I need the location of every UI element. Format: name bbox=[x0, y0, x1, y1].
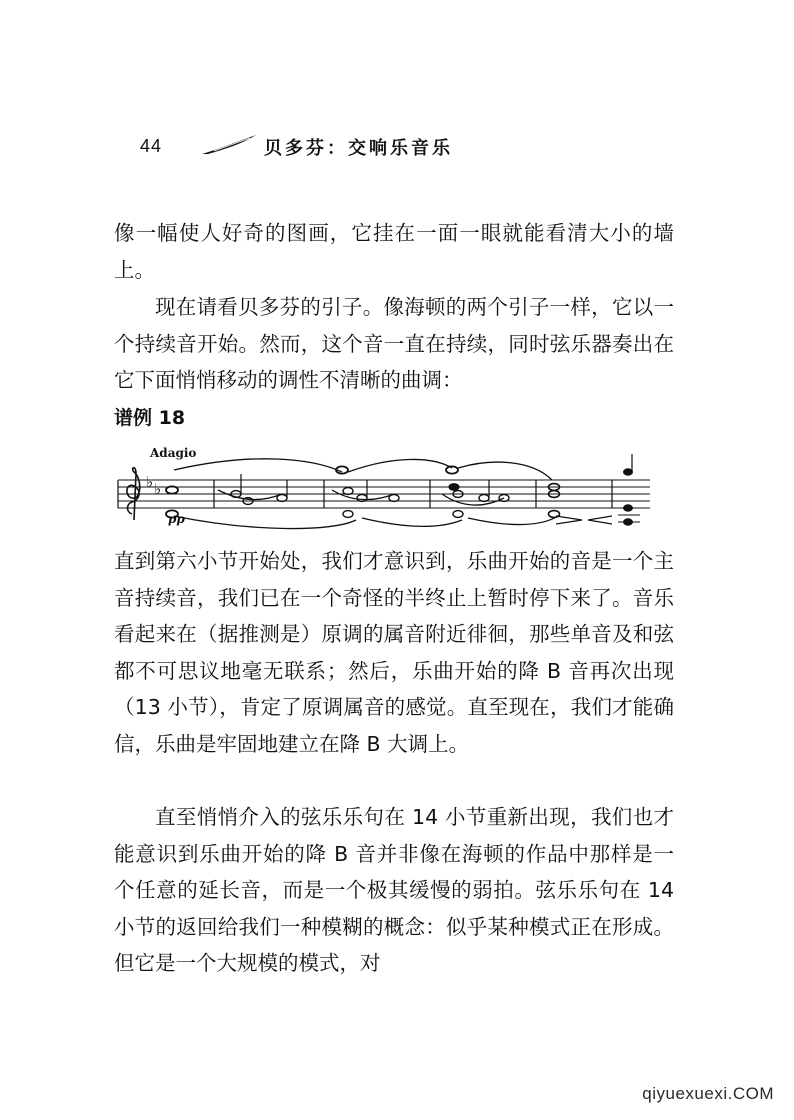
paragraph-3: 直到第六小节开始处，我们才意识到，乐曲开始的音是一个主音持续音，我们已在一个奇怪的半终止上暂时停下来了。音乐看起来在（据推测是）原调的属音附近徘徊，那些单音及和弦都不可思议地毫无联系；然后，乐曲开始的降 B 音再次出现（13 小节），肯定了原调属音的感觉。直至现在，我们才能确信，乐曲是牢固地建立在降 B 大调上。 bbox=[114, 549, 674, 756]
tempo-marking: Adagio bbox=[150, 446, 197, 460]
cresc-decresc-hairpin bbox=[556, 516, 612, 524]
flat-sign: ♭ bbox=[146, 473, 154, 491]
running-title: 贝多芬：交响乐音乐 bbox=[264, 138, 453, 159]
quill-pen-icon bbox=[200, 134, 258, 156]
flat-sign: ♭ bbox=[154, 480, 162, 498]
staff-lines bbox=[118, 480, 650, 508]
watermark: qiyuexuexi.COM bbox=[642, 1084, 774, 1103]
paragraph-2: 现在请看贝多芬的引子。像海顿的两个引子一样，它以一个持续音开始。然而，这个音一直在持续，同时弦乐器奏出在它下面悄悄移动的调性不清晰的曲调： bbox=[114, 295, 674, 392]
paragraph-1: 像一幅使人好奇的图画，它挂在一面一眼就能看清大小的墙上。 bbox=[114, 221, 674, 282]
page-number: 44 bbox=[140, 136, 163, 156]
music-score bbox=[112, 440, 652, 532]
paragraph-4: 直至悄悄介入的弦乐乐句在 14 小节重新出现，我们也才能意识到乐曲开始的降 B 音并非像在海顿的作品中那样是一个任意的延长音，而是一个极其缓慢的弱拍。弦乐乐句在 14 小节的返回给我们一种模糊的概念：似乎某种模式正在形成。但它是一个大规模的模式，对 bbox=[114, 805, 674, 975]
music-example-label: 谱例 18 bbox=[114, 407, 186, 429]
notes bbox=[166, 454, 640, 525]
dynamic-marking: pp bbox=[168, 512, 185, 526]
